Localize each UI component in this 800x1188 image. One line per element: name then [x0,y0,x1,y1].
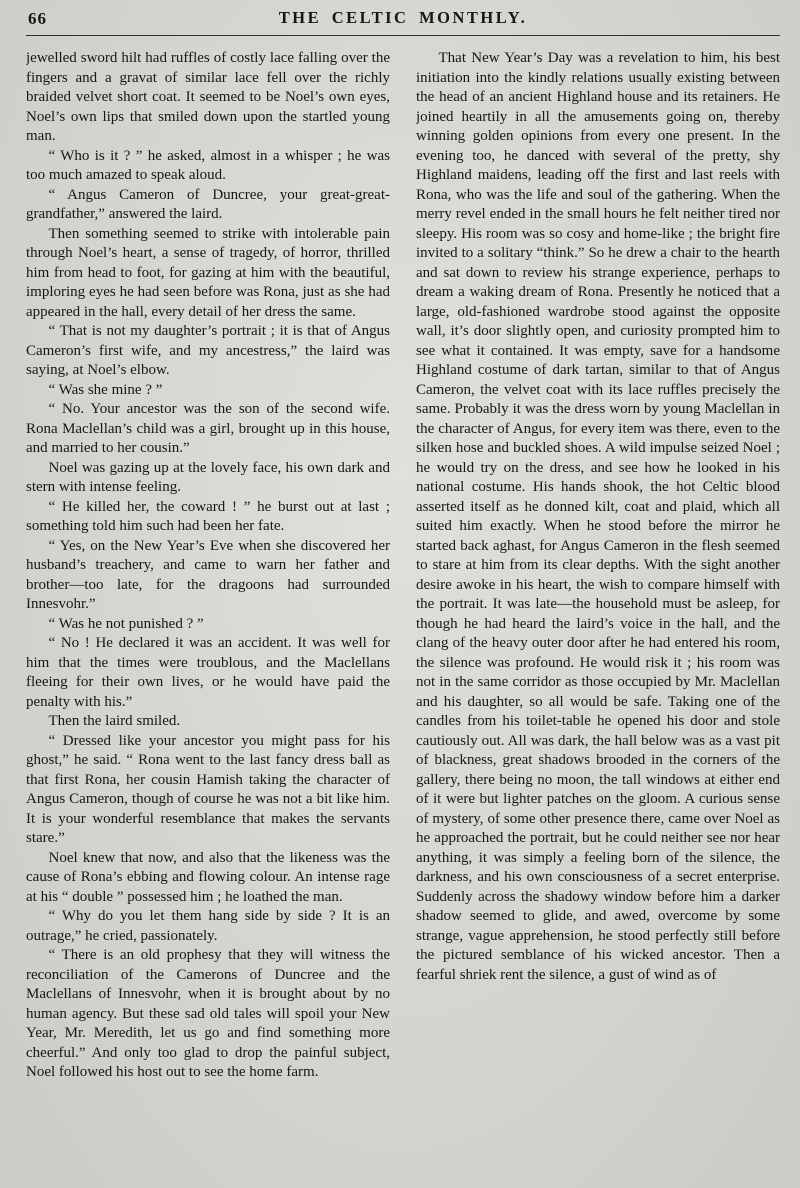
article-body [26,49,780,1185]
paragraph: Then something seemed to strike with intolerable pain through Noel’s heart, a sense of tragedy, of horror, thrilled him from head to foot, for gazing at him with the beautiful, imploring eyes he had seen before was Rona, just as she had appeared in the hall, every detail of her dress the same. [26,225,390,320]
right-column [416,49,780,1185]
paragraph: “ Who is it ? ” he asked, almost in a whisper ; he was too much amazed to speak aloud. [26,147,390,183]
left-column [26,49,390,1185]
paragraph: Noel knew that now, and also that the likeness was the cause of Rona’s ebbing and flowing colour. An intense rage at his “ double ” possessed him ; he loathed the man. [26,849,390,905]
paragraph: “ There is an old prophesy that they will witness the reconciliation of the Camerons of Duncree and the Maclellans of Innesvohr, when it is brought about by no human agency. But these sad old tales will spoil your New Year, Mr. Meredith, let us go and find something more cheerful.” And only too glad to drop the painful subject, Noel followed his host out to see the home farm. [26,947,390,1080]
paragraph: “ No ! He declared it was an accident. It was well for him that the times were troublous, and the Maclellans fleeing for their own lives, or he would have paid the penalty with his.” [26,635,390,710]
header-divider [26,35,780,36]
paragraph: “ He killed her, the coward ! ” he burst out at last ; something told him such had been her fate. [26,498,390,534]
paragraph: Then the laird smiled. [48,713,181,729]
paragraph: “ That is not my daughter’s portrait ; it is that of Angus Cameron’s first wife, and my ancestress,” the laird was saying, at Noel’s elbow. [26,323,390,378]
paragraph: “ Yes, on the New Year’s Eve when she discovered her husband’s treachery, and came to warn her father and brother—too late, for the dragoons had surrounded Innesvohr.” [26,537,390,612]
paragraph: “ Was she mine ? ” [48,381,163,398]
paragraph: “ Dressed like your ancestor you might pass for his ghost,” he said. “ Rona went to the last fancy dress ball as that first Rona, her cousin Hamish taking the character of Angus Cameron, though of course he was not a bit like him. It is your wonderful resemblance that makes the servants stare.” [26,732,390,846]
page-header [26,8,780,30]
paragraph: jewelled sword hilt had ruffles of costly lace falling over the fingers and a gravat of similar lace fell over the richly braided velvet short coat. It seemed to be Noel’s own eyes, Noel’s own lips that smiled down upon the startled young man. [26,50,390,144]
paragraph: “ No. Your ancestor was the son of the second wife. Rona Maclellan’s child was a girl, brought up in this house, and married to her cousin.” [26,401,390,456]
paragraph: Noel was gazing up at the lovely face, his own dark and stern with intense feeling. [26,459,390,495]
paragraph: “ Angus Cameron of Duncree, your great-great-grandfather,” answered the laird. [26,186,390,222]
page-title: THE CELTIC MONTHLY. [278,8,528,27]
paragraph: “ Why do you let them hang side by side ? It is an outrage,” he cried, passionately. [26,908,390,944]
paragraph: That New Year’s Day was a revelation to him, his best initiation into the kindly relations usually existing between the head of an ancient Highland house and its retainers. He joined heartily in all the amusements going on, thereby winning golden opinions from every one present. In the evening too, he danced with several of the pretty, shy Highland maidens, leading off the first and last reels with Rona, who was the life and soul of the gathering. When the merry revel ended in the small hours he felt neither tired nor sleepy. His room was so cosy and home-like ; the bright fire invited to a solitary “think.” So he drew a chair to the hearth and sat down to review his strange experience, perhaps to dream a waking dream of Rona. Presently he noticed that a large, old-fashioned wardrobe stood against the opposite wall, it’s door slightly open, and curiosity prompted him to see what it contained. It was empty, save for a handsome Highland costume of dark tartan, similar to that of Angus Cameron, the velvet coat with its lace ruffles precisely the same. Probably it was the dress worn by young Maclellan in the character of Angus, for every item was there, even to the silken hose and buckled shoes. A wild impulse seized Noel ; he would try on the dress, and see how he looked in his national costume. His hands shook, the hot Celtic blood asserted itself as he donned kilt, coat and plaid, which all suited him exactly. When he stood before the mirror he started back aghast, for Angus Cameron in the flesh seemed to stare at him from its clear depths. With the sight another desire awoke in his heart, the wish to compare himself with the portrait. It was late—the household must be asleep, for though he had heard the laird’s voice in the hall, and the clang of the heavy outer door after he had entered his room, the silence was profound. He would risk it ; his room was not in the same corridor as those occupied by Mr. Maclellan and his daughter, so all would be safe. Taking one of the candles from his toilet-table he opened his door and stole cautiously out. All was dark, the hall below was as a vast pit of blackness, great shadows brooded in the corners of the gallery, there being no moon, the tall windows at either end of it were but lighter patches on the gloom. A curious sense of mystery, of some other presence there, came over Noel as he approached the portrait, but he could neither see nor hear anything, it was simply a feeling born of the silence, the darkness, and his own consciousness of a secret enterprise. Suddenly across the shadowy window before him a darker shadow seemed to glide, and awed, overcome by some strange, vague apprehension, he stood perfectly still before the pictured semblance of his wicked ancestor. Then a fearful shriek rent the silence, a gust of wind as of [416,50,780,983]
paragraph: “ Was he not punished ? ” [48,615,204,632]
page-number: 66 [28,9,47,28]
